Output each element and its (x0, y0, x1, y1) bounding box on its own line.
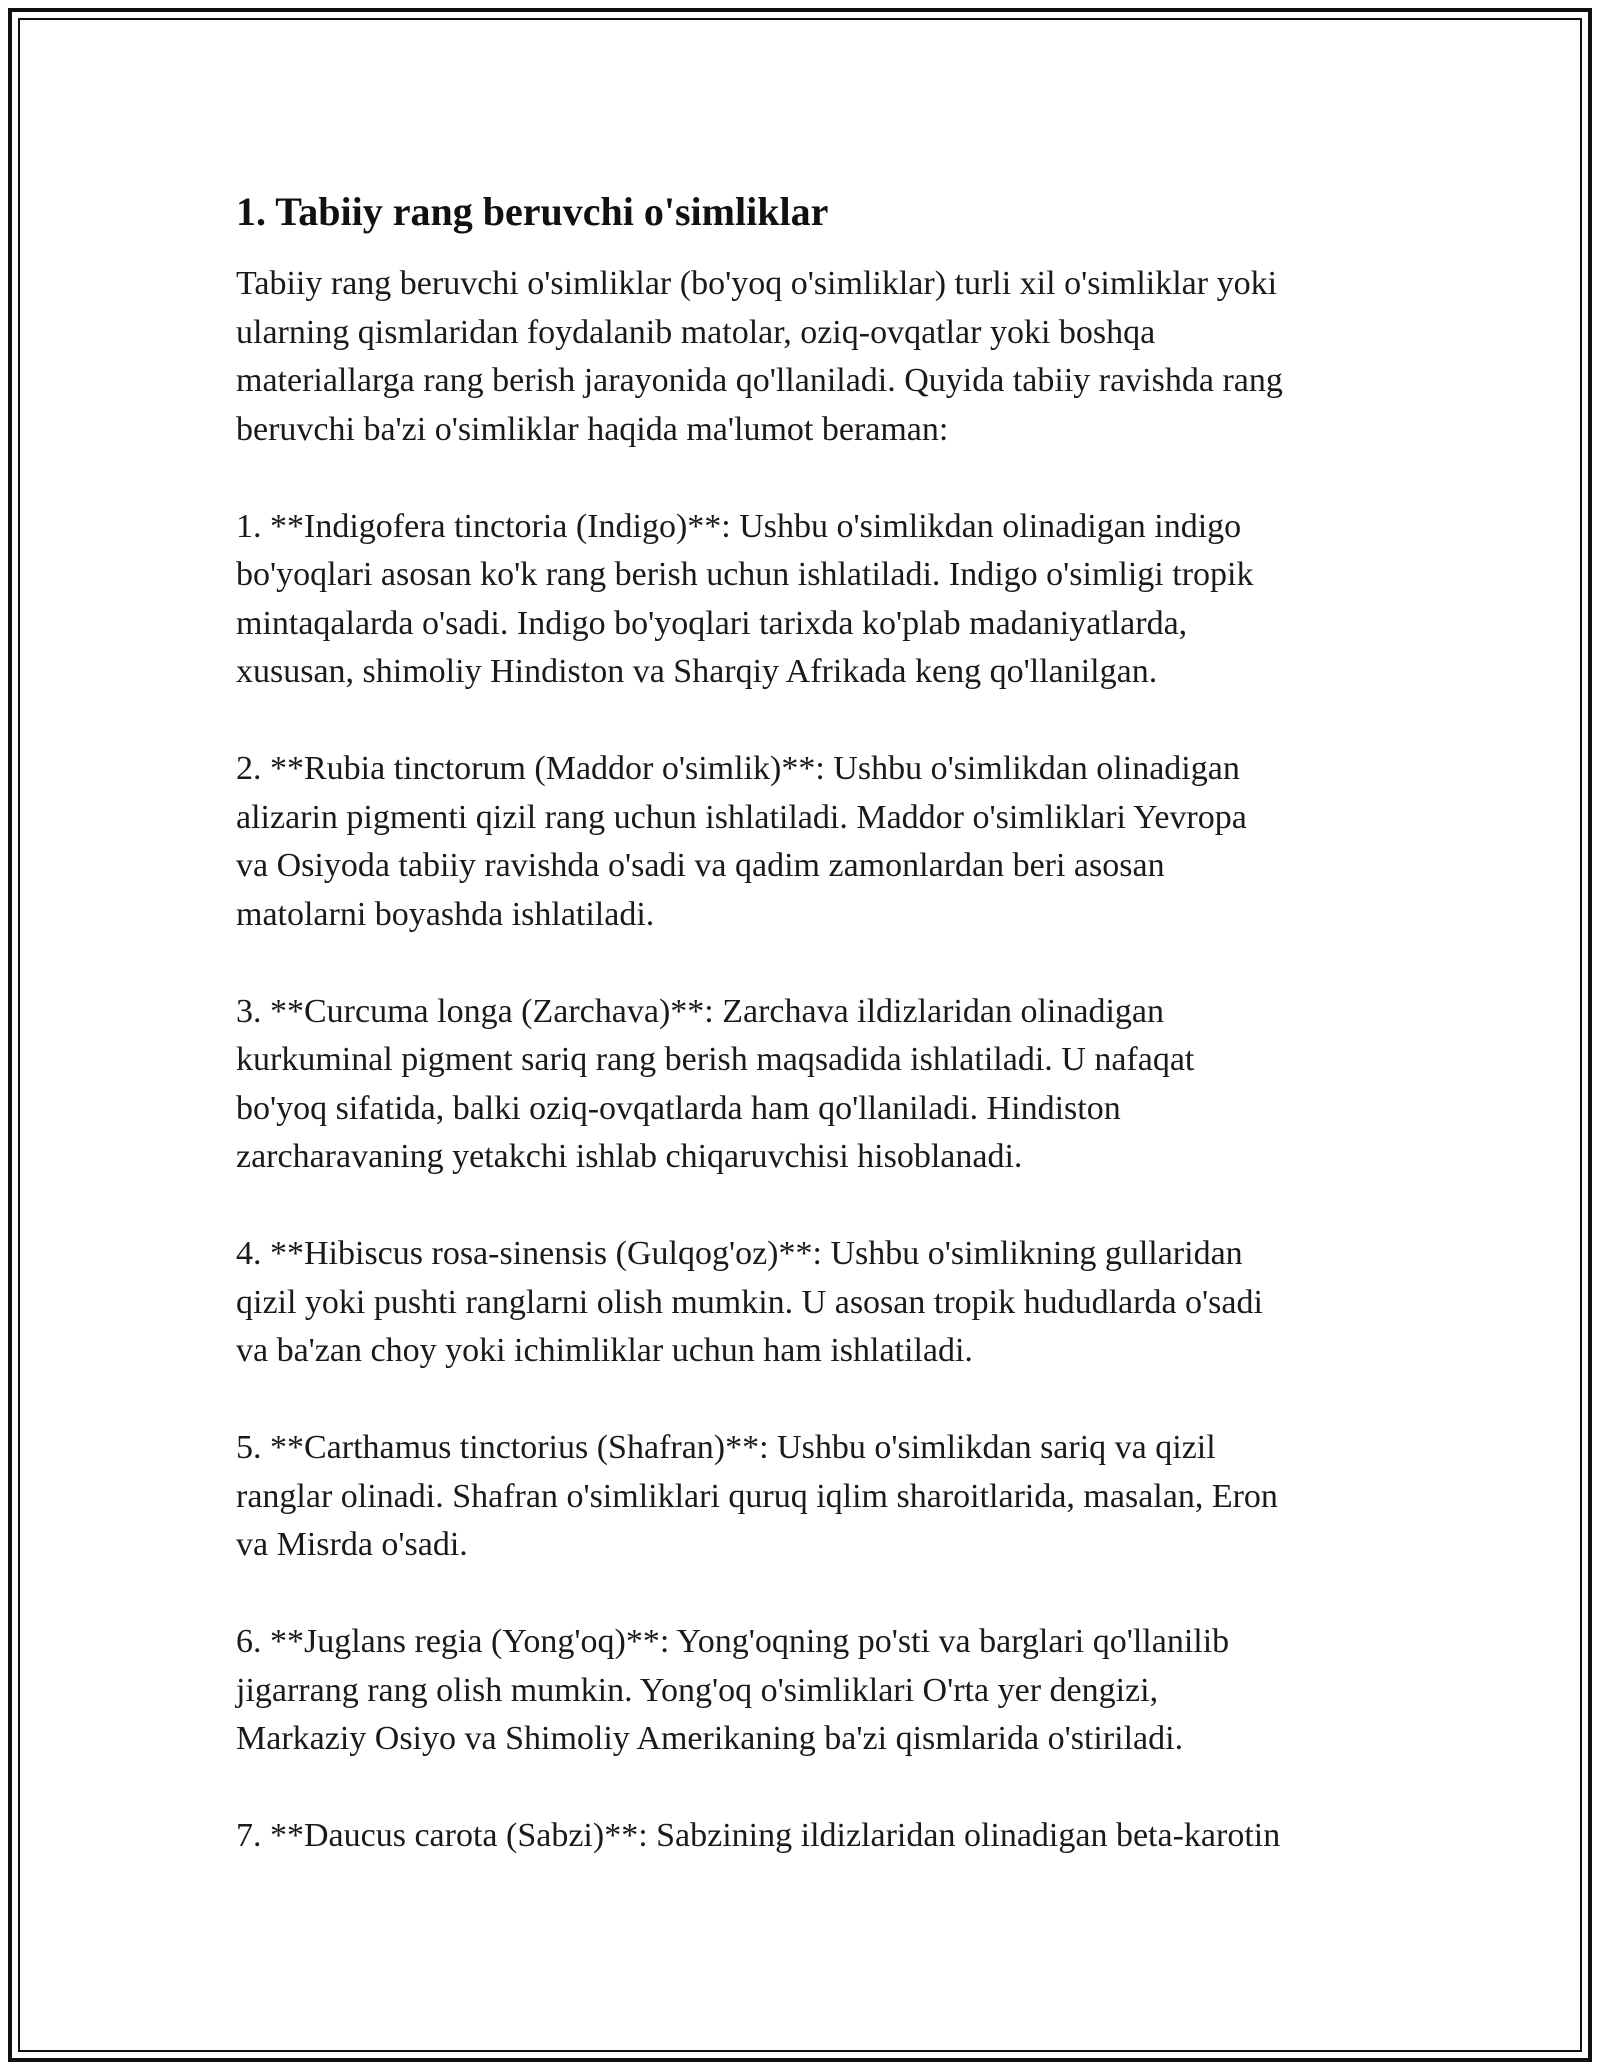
list-item-rubia: 2. **Rubia tinctorum (Maddor o'simlik)**: Ushbu o'simlikdan olinadigan alizarin pigmenti qizil rang uchun ishlatiladi. Maddor o'simliklari Yevropa va Osiyoda tabiiy ravishda o'sadi va qadim zamonlardan beri asosan matolarni boyashda ishlatiladi. (236, 750, 1247, 933)
document-body (236, 184, 1376, 1909)
list-item-juglans: 6. **Juglans regia (Yong'oq)**: Yong'oqning po'sti va barglari qo'llanilib jigarrang rang olish mumkin. Yong'oq o'simliklari O'rta yer dengizi, Markaziy Osiyo va Shimoliy Amerikaning ba'zi qismlarida o'stiriladi. (236, 1623, 1230, 1757)
list-item-indigo: 1. **Indigofera tinctoria (Indigo)**: Ushbu o'simlikdan olinadigan indigo bo'yoqlari asosan ko'k rang berish uchun ishlatiladi. Indigo o'simligi tropik mintaqalarda o'sadi. Indigo bo'yoqlari tarixda ko'plab madaniyatlarda, xususan, shimoliy Hindiston va Sharqiy Afrikada keng qo'llanilgan. (236, 507, 1254, 690)
intro-paragraph: Tabiiy rang beruvchi o'simliklar (bo'yoq o'simliklar) turli xil o'simliklar yoki ularning qismlaridan foydalanib matolar, oziq-ovqatlar yoki boshqa materiallarga rang berish jarayonida qo'llaniladi. Quyida tabiiy ravishda rang beruvchi ba'zi o'simliklar haqida ma'lumot beraman: (236, 265, 1283, 448)
list-item-hibiscus: 4. **Hibiscus rosa-sinensis (Gulqog'oz)**: Ushbu o'simlikning gullaridan qizil yoki pushti ranglarni olish mumkin. U asosan tropik hududlarda o'sadi va ba'zan choy yoki ichimliklar uchun ham ishlatiladi. (236, 1235, 1263, 1369)
list-item-curcuma: 3. **Curcuma longa (Zarchava)**: Zarchava ildizlaridan olinadigan kurkuminal pigment sariq rang berish maqsadida ishlatiladi. U nafaqat bo'yoq sifatida, balki oziq-ovqatlarda ham qo'llaniladi. Hindiston zarcharavaning yetakchi ishlab chiqaruvchisi hisoblanadi. (236, 992, 1195, 1175)
list-item-daucus: 7. **Daucus carota (Sabzi)**: Sabzining ildizlaridan olinadigan beta-karotin (236, 1817, 1281, 1854)
section-heading: 1. Tabiiy rang beruvchi o'simliklar (236, 189, 829, 234)
list-item-carthamus: 5. **Carthamus tinctorius (Shafran)**: Ushbu o'simlikdan sariq va qizil ranglar olinadi. Shafran o'simliklari quruq iqlim sharoitlarida, masalan, Eron va Misrda o'sadi. (236, 1429, 1278, 1563)
